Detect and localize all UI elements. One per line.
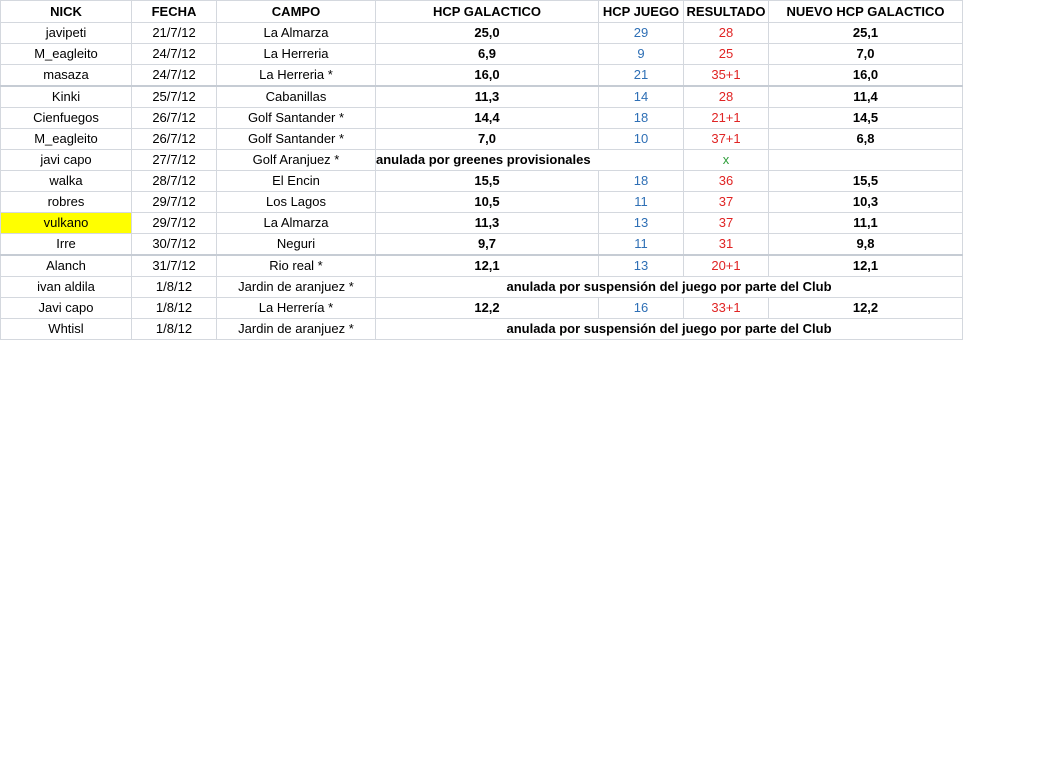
- cell-campo[interactable]: Golf Santander *: [217, 108, 376, 129]
- cell-fecha[interactable]: 29/7/12: [132, 213, 217, 234]
- cell-nick[interactable]: Whtisl: [1, 319, 132, 340]
- header-hcp-galactico[interactable]: HCP GALACTICO: [376, 1, 599, 23]
- cell-hcp-galactico[interactable]: 14,4: [376, 108, 599, 129]
- cell-nick[interactable]: walka: [1, 171, 132, 192]
- cell-resultado[interactable]: 31: [684, 234, 769, 256]
- table-row: [1, 150, 963, 171]
- cell-fecha[interactable]: 26/7/12: [132, 129, 217, 150]
- cell-hcp-galactico[interactable]: 11,3: [376, 86, 599, 108]
- cell-fecha[interactable]: 24/7/12: [132, 65, 217, 87]
- cell-campo[interactable]: Jardin de aranjuez *: [217, 277, 376, 298]
- cell-nuevo-hcp[interactable]: 6,8: [769, 129, 963, 150]
- cell-hcp-juego[interactable]: 16: [599, 298, 684, 319]
- cell-nick[interactable]: robres: [1, 192, 132, 213]
- table-row: [1, 129, 963, 150]
- cell-resultado[interactable]: 37+1: [684, 129, 769, 150]
- header-nuevo-hcp[interactable]: NUEVO HCP GALACTICO: [769, 1, 963, 23]
- cell-nuevo-hcp[interactable]: 9,8: [769, 234, 963, 256]
- table-row: [1, 171, 963, 192]
- table-row: [1, 108, 963, 129]
- cell-nick[interactable]: M_eagleito: [1, 44, 132, 65]
- cell-nick[interactable]: masaza: [1, 65, 132, 87]
- header-fecha[interactable]: FECHA: [132, 1, 217, 23]
- cell-campo[interactable]: Rio real *: [217, 255, 376, 277]
- cell-suspension-note[interactable]: anulada por suspensión del juego por parte del Club: [376, 319, 963, 340]
- cell-fecha[interactable]: 27/7/12: [132, 150, 217, 171]
- cell-campo[interactable]: Golf Santander *: [217, 129, 376, 150]
- header-campo[interactable]: CAMPO: [217, 1, 376, 23]
- cell-hcp-galactico[interactable]: 12,1: [376, 255, 599, 277]
- cell-fecha[interactable]: 28/7/12: [132, 171, 217, 192]
- cell-resultado[interactable]: 37: [684, 213, 769, 234]
- cell-hcp-juego[interactable]: 11: [599, 234, 684, 256]
- cell-resultado[interactable]: x: [684, 150, 769, 171]
- cell-campo[interactable]: La Herrería *: [217, 298, 376, 319]
- cell-fecha[interactable]: 26/7/12: [132, 108, 217, 129]
- cell-fecha[interactable]: 1/8/12: [132, 277, 217, 298]
- cell-hcp-galactico[interactable]: 12,2: [376, 298, 599, 319]
- cell-campo[interactable]: La Herreria *: [217, 65, 376, 87]
- cell-hcp-juego[interactable]: 21: [599, 65, 684, 87]
- cell-hcp-juego[interactable]: 11: [599, 192, 684, 213]
- cell-resultado[interactable]: 25: [684, 44, 769, 65]
- cell-hcp-galactico[interactable]: 7,0: [376, 129, 599, 150]
- cell-hcp-juego[interactable]: 18: [599, 108, 684, 129]
- header-nick[interactable]: NICK: [1, 1, 132, 23]
- cell-nick[interactable]: Cienfuegos: [1, 108, 132, 129]
- table-row: [1, 213, 963, 234]
- cell-hcp-juego[interactable]: 13: [599, 255, 684, 277]
- cell-hcp-juego[interactable]: 18: [599, 171, 684, 192]
- table-row: [1, 44, 963, 65]
- cell-fecha[interactable]: 31/7/12: [132, 255, 217, 277]
- cell-nick[interactable]: javi capo: [1, 150, 132, 171]
- cell-resultado[interactable]: 28: [684, 23, 769, 44]
- cell-nuevo-hcp[interactable]: 7,0: [769, 44, 963, 65]
- table-row: [1, 86, 963, 108]
- handicap-table: [0, 0, 963, 340]
- table-row: [1, 277, 963, 298]
- cell-campo[interactable]: El Encin: [217, 171, 376, 192]
- cell-hcp-galactico[interactable]: 16,0: [376, 65, 599, 87]
- cell-resultado[interactable]: 33+1: [684, 298, 769, 319]
- cell-hcp-galactico[interactable]: 25,0: [376, 23, 599, 44]
- cell-resultado[interactable]: 37: [684, 192, 769, 213]
- cell-hcp-galactico[interactable]: 11,3: [376, 213, 599, 234]
- cell-fecha[interactable]: 30/7/12: [132, 234, 217, 256]
- header-hcp-juego[interactable]: HCP JUEGO: [599, 1, 684, 23]
- cell-campo[interactable]: La Almarza: [217, 213, 376, 234]
- cell-campo[interactable]: La Herreria: [217, 44, 376, 65]
- cell-campo[interactable]: Neguri: [217, 234, 376, 256]
- table-row: [1, 255, 963, 277]
- header-row: [1, 1, 963, 23]
- cell-annulment-note[interactable]: anulada por greenes provisionales: [376, 150, 684, 171]
- cell-hcp-galactico[interactable]: 10,5: [376, 192, 599, 213]
- cell-campo[interactable]: La Almarza: [217, 23, 376, 44]
- cell-hcp-juego[interactable]: 9: [599, 44, 684, 65]
- header-resultado[interactable]: RESULTADO: [684, 1, 769, 23]
- cell-campo[interactable]: Jardin de aranjuez *: [217, 319, 376, 340]
- cell-nuevo-hcp[interactable]: 15,5: [769, 171, 963, 192]
- cell-nick[interactable]: javipeti: [1, 23, 132, 44]
- cell-suspension-note[interactable]: anulada por suspensión del juego por parte del Club: [376, 277, 963, 298]
- cell-nuevo-hcp[interactable]: 16,0: [769, 65, 963, 87]
- cell-nuevo-hcp[interactable]: [769, 150, 963, 171]
- cell-nick[interactable]: Javi capo: [1, 298, 132, 319]
- cell-nuevo-hcp[interactable]: 10,3: [769, 192, 963, 213]
- cell-resultado[interactable]: 20+1: [684, 255, 769, 277]
- cell-campo[interactable]: Golf Aranjuez *: [217, 150, 376, 171]
- cell-hcp-juego[interactable]: 14: [599, 86, 684, 108]
- cell-nuevo-hcp[interactable]: 11,4: [769, 86, 963, 108]
- cell-nuevo-hcp[interactable]: 11,1: [769, 213, 963, 234]
- cell-fecha[interactable]: 1/8/12: [132, 319, 217, 340]
- cell-hcp-galactico[interactable]: 6,9: [376, 44, 599, 65]
- cell-nuevo-hcp[interactable]: 12,1: [769, 255, 963, 277]
- cell-hcp-juego[interactable]: 13: [599, 213, 684, 234]
- table-row: [1, 319, 963, 340]
- cell-fecha[interactable]: 25/7/12: [132, 86, 217, 108]
- cell-resultado[interactable]: 21+1: [684, 108, 769, 129]
- cell-nuevo-hcp[interactable]: 14,5: [769, 108, 963, 129]
- table-row: [1, 23, 963, 44]
- table-row: [1, 234, 963, 256]
- cell-campo[interactable]: Cabanillas: [217, 86, 376, 108]
- cell-campo[interactable]: Los Lagos: [217, 192, 376, 213]
- cell-hcp-galactico[interactable]: 15,5: [376, 171, 599, 192]
- cell-nick[interactable]: ivan aldila: [1, 277, 132, 298]
- cell-fecha[interactable]: 24/7/12: [132, 44, 217, 65]
- cell-nick-highlighted[interactable]: vulkano: [1, 213, 132, 234]
- cell-resultado[interactable]: 36: [684, 171, 769, 192]
- cell-fecha[interactable]: 29/7/12: [132, 192, 217, 213]
- cell-resultado[interactable]: 35+1: [684, 65, 769, 87]
- cell-fecha[interactable]: 1/8/12: [132, 298, 217, 319]
- table-row: [1, 192, 963, 213]
- cell-nick[interactable]: Irre: [1, 234, 132, 256]
- cell-hcp-galactico[interactable]: 9,7: [376, 234, 599, 256]
- cell-nick[interactable]: Alanch: [1, 255, 132, 277]
- table-row: [1, 65, 963, 87]
- cell-nick[interactable]: Kinki: [1, 86, 132, 108]
- cell-hcp-juego[interactable]: 29: [599, 23, 684, 44]
- table-row: [1, 298, 963, 319]
- cell-nuevo-hcp[interactable]: 25,1: [769, 23, 963, 44]
- cell-nick[interactable]: M_eagleito: [1, 129, 132, 150]
- cell-resultado[interactable]: 28: [684, 86, 769, 108]
- cell-hcp-juego[interactable]: 10: [599, 129, 684, 150]
- cell-fecha[interactable]: 21/7/12: [132, 23, 217, 44]
- cell-nuevo-hcp[interactable]: 12,2: [769, 298, 963, 319]
